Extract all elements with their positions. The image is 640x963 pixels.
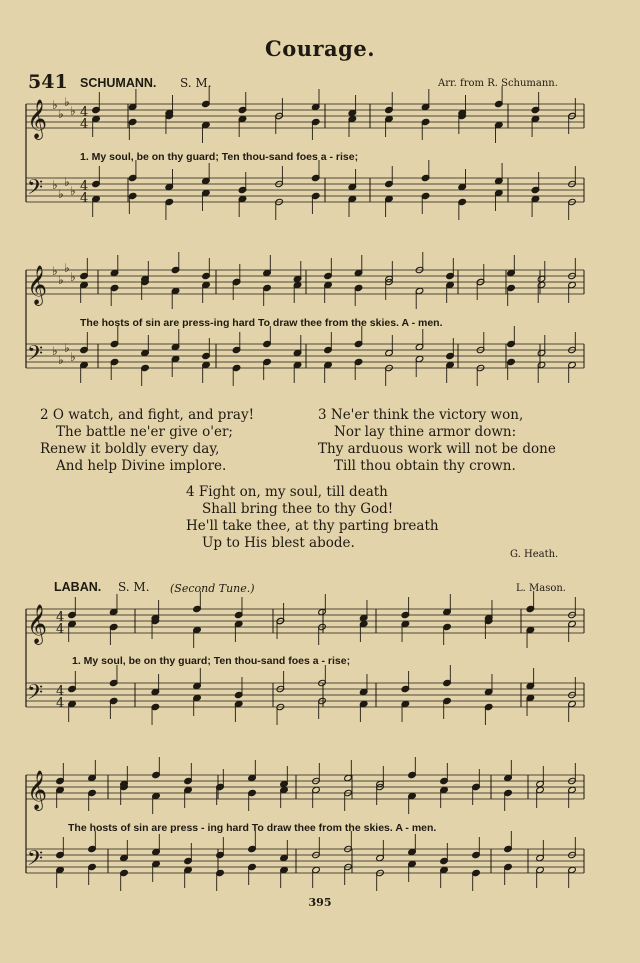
lyrics-schumann-line-2: The hosts of sin are press-ing hard To draw thee from the skies. A - men. (80, 317, 443, 329)
stanza-line: 4 Fight on, my soul, till death (186, 484, 388, 500)
stanza-line: Thy arduous work will not be done (318, 441, 556, 457)
key-signature-flat: ♭ (58, 187, 64, 201)
bass-clef: 𝄢 (27, 341, 44, 370)
tune-name-laban: LABAN. (54, 580, 102, 594)
stanza-2 (40, 407, 254, 475)
time-signature: 4 (80, 105, 89, 120)
composer-attribution-laban: L. Mason. (516, 583, 566, 594)
page-title: Courage. (264, 36, 375, 61)
second-tune-note: (Second Tune.) (170, 582, 255, 595)
tune-name-schumann: SCHUMANN. (80, 76, 157, 90)
tune-meter-laban: S. M. (118, 580, 150, 594)
treble-clef: 𝄞 (27, 99, 48, 139)
key-signature-flat: ♭ (58, 107, 64, 121)
text-author-attribution: G. Heath. (510, 549, 559, 560)
stanza-line: 2 O watch, and fight, and pray! (40, 407, 255, 423)
bass-clef: 𝄢 (27, 680, 44, 709)
time-signature: 4 (80, 117, 89, 132)
key-signature-flat: ♭ (52, 178, 58, 192)
key-signature-flat: ♭ (52, 344, 58, 358)
lyrics-laban-line-1: 1. My soul, be on thy guard; Ten thou-sand foes a - rise; (72, 655, 351, 667)
stanza-line: 3 Ne'er think the victory won, (318, 407, 524, 423)
stanza-line: He'll take thee, at thy parting breath (186, 518, 439, 534)
music-system-3 (0, 597, 640, 737)
key-signature-flat: ♭ (70, 270, 76, 284)
lyrics-schumann-line-1: 1. My soul, be on thy guard; Ten thou-sand foes a - rise; (80, 151, 359, 163)
tune-meter-schumann: S. M. (180, 76, 212, 90)
treble-clef: 𝄞 (27, 770, 48, 810)
stanza-line: Shall bring thee to thy God! (202, 501, 394, 517)
key-signature-flat: ♭ (52, 98, 58, 112)
key-signature-flat: ♭ (64, 95, 70, 109)
key-signature-flat: ♭ (64, 175, 70, 189)
time-signature: 4 (56, 684, 65, 699)
time-signature: 4 (80, 191, 89, 206)
treble-clef: 𝄞 (27, 265, 48, 305)
key-signature-flat: ♭ (70, 104, 76, 118)
hymn-number: 541 (28, 71, 68, 93)
stanza-line: Up to His blest abode. (202, 535, 355, 551)
stanza-line: The battle ne'er give o'er; (56, 424, 233, 440)
stanza-4 (186, 484, 439, 552)
stanza-line: Till thou obtain thy crown. (334, 458, 516, 474)
stanza-3 (318, 407, 556, 475)
treble-clef: 𝄞 (27, 604, 48, 644)
key-signature-flat: ♭ (58, 353, 64, 367)
composer-attribution-schumann: Arr. from R. Schumann. (438, 78, 558, 89)
stanza-line: And help Divine implore. (56, 458, 227, 474)
key-signature-flat: ♭ (70, 350, 76, 364)
bass-clef: 𝄢 (27, 175, 44, 204)
time-signature: 4 (56, 610, 65, 625)
stanza-line: Renew it boldly every day, (40, 441, 220, 457)
time-signature: 4 (80, 179, 89, 194)
time-signature: 4 (56, 696, 65, 711)
bass-clef: 𝄢 (27, 846, 44, 875)
stanza-line: Nor lay thine armor down: (334, 424, 517, 440)
key-signature-flat: ♭ (64, 261, 70, 275)
key-signature-flat: ♭ (64, 341, 70, 355)
time-signature: 4 (56, 622, 65, 637)
lyrics-laban-line-2: The hosts of sin are press - ing hard To draw thee from the skies. A - men. (68, 822, 437, 834)
key-signature-flat: ♭ (58, 273, 64, 287)
key-signature-flat: ♭ (70, 184, 76, 198)
key-signature-flat: ♭ (52, 264, 58, 278)
page-number: 395 (308, 896, 332, 909)
